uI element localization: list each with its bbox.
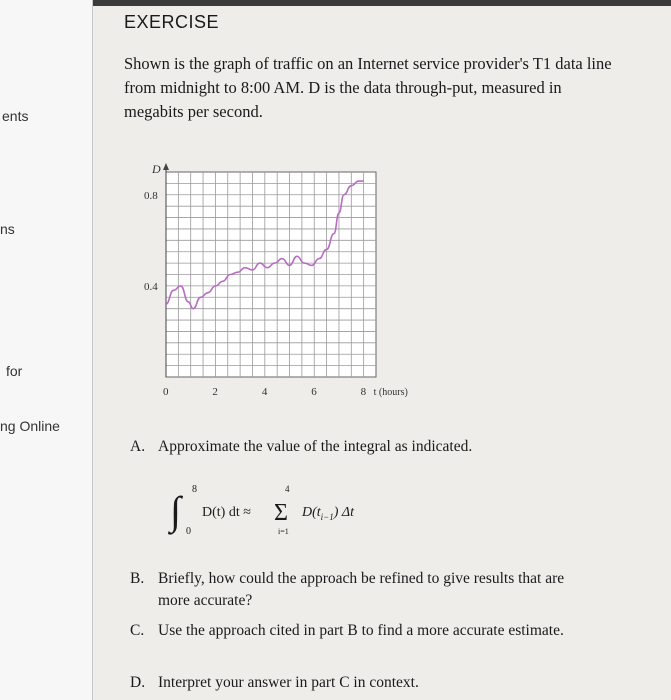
question-c — [130, 620, 610, 642]
sidebar-item-for[interactable]: for — [6, 363, 23, 379]
question-b-letter: B. — [130, 570, 145, 587]
x-tick-label: 6 — [311, 386, 317, 398]
question-a — [130, 436, 472, 458]
top-bar — [92, 0, 671, 6]
y-axis-arrow-icon — [163, 163, 169, 170]
sidebar-item-online[interactable]: ng Online — [0, 418, 60, 434]
question-a-text: Approximate the value of the integral as indicated. — [158, 438, 473, 455]
x-tick-label: 2 — [212, 386, 218, 398]
sum-upper-limit: 4 — [285, 484, 290, 494]
integral-formula — [168, 478, 448, 548]
question-a-letter: A. — [130, 438, 146, 455]
summand-end: ) Δt — [333, 505, 355, 520]
question-d — [130, 672, 419, 694]
integral-sign: ∫ — [170, 488, 181, 533]
summand-subscript: i−1 — [320, 512, 334, 522]
sigma-icon: Σ — [274, 500, 288, 526]
question-d-text: Interpret your answer in part C in context. — [158, 674, 419, 691]
y-tick-label: 0.8 — [144, 189, 158, 202]
sidebar-item-contents[interactable]: ents — [2, 108, 29, 124]
summand-start: D(t — [302, 505, 321, 520]
x-tick-label: 0 — [163, 386, 169, 398]
question-d-letter: D. — [130, 674, 146, 691]
exercise-title: EXERCISE — [124, 12, 220, 32]
question-b — [130, 568, 610, 612]
question-c-text: Use the approach cited in part B to find a more accurate estimate. — [158, 622, 564, 639]
question-b-text: Briefly, how could the approach be refined to give results that are more accurate? — [158, 570, 565, 609]
y-tick-label: 0.4 — [144, 280, 158, 293]
y-axis-label: D — [152, 162, 161, 176]
sum-lower-limit: i=1 — [278, 527, 289, 536]
sidebar-item-questions[interactable]: ns — [0, 221, 15, 237]
x-axis-label: t (hours) — [373, 387, 408, 398]
x-tick-label: 4 — [261, 386, 268, 398]
exercise-intro: Shown is the graph of traffic on an Internet service provider's T1 data line from midnight to 8:00 AM. D is the data through-put, measured in megabits per second. — [124, 54, 612, 121]
summand — [301, 505, 355, 522]
integral-lower-limit: 0 — [186, 526, 191, 537]
traffic-chart — [130, 160, 430, 405]
x-tick-label: 8 — [360, 386, 367, 398]
integrand: D(t) dt ≈ — [202, 505, 251, 520]
integral-upper-limit: 8 — [192, 484, 197, 495]
question-c-letter: C. — [130, 622, 145, 639]
sidebar — [0, 0, 93, 700]
